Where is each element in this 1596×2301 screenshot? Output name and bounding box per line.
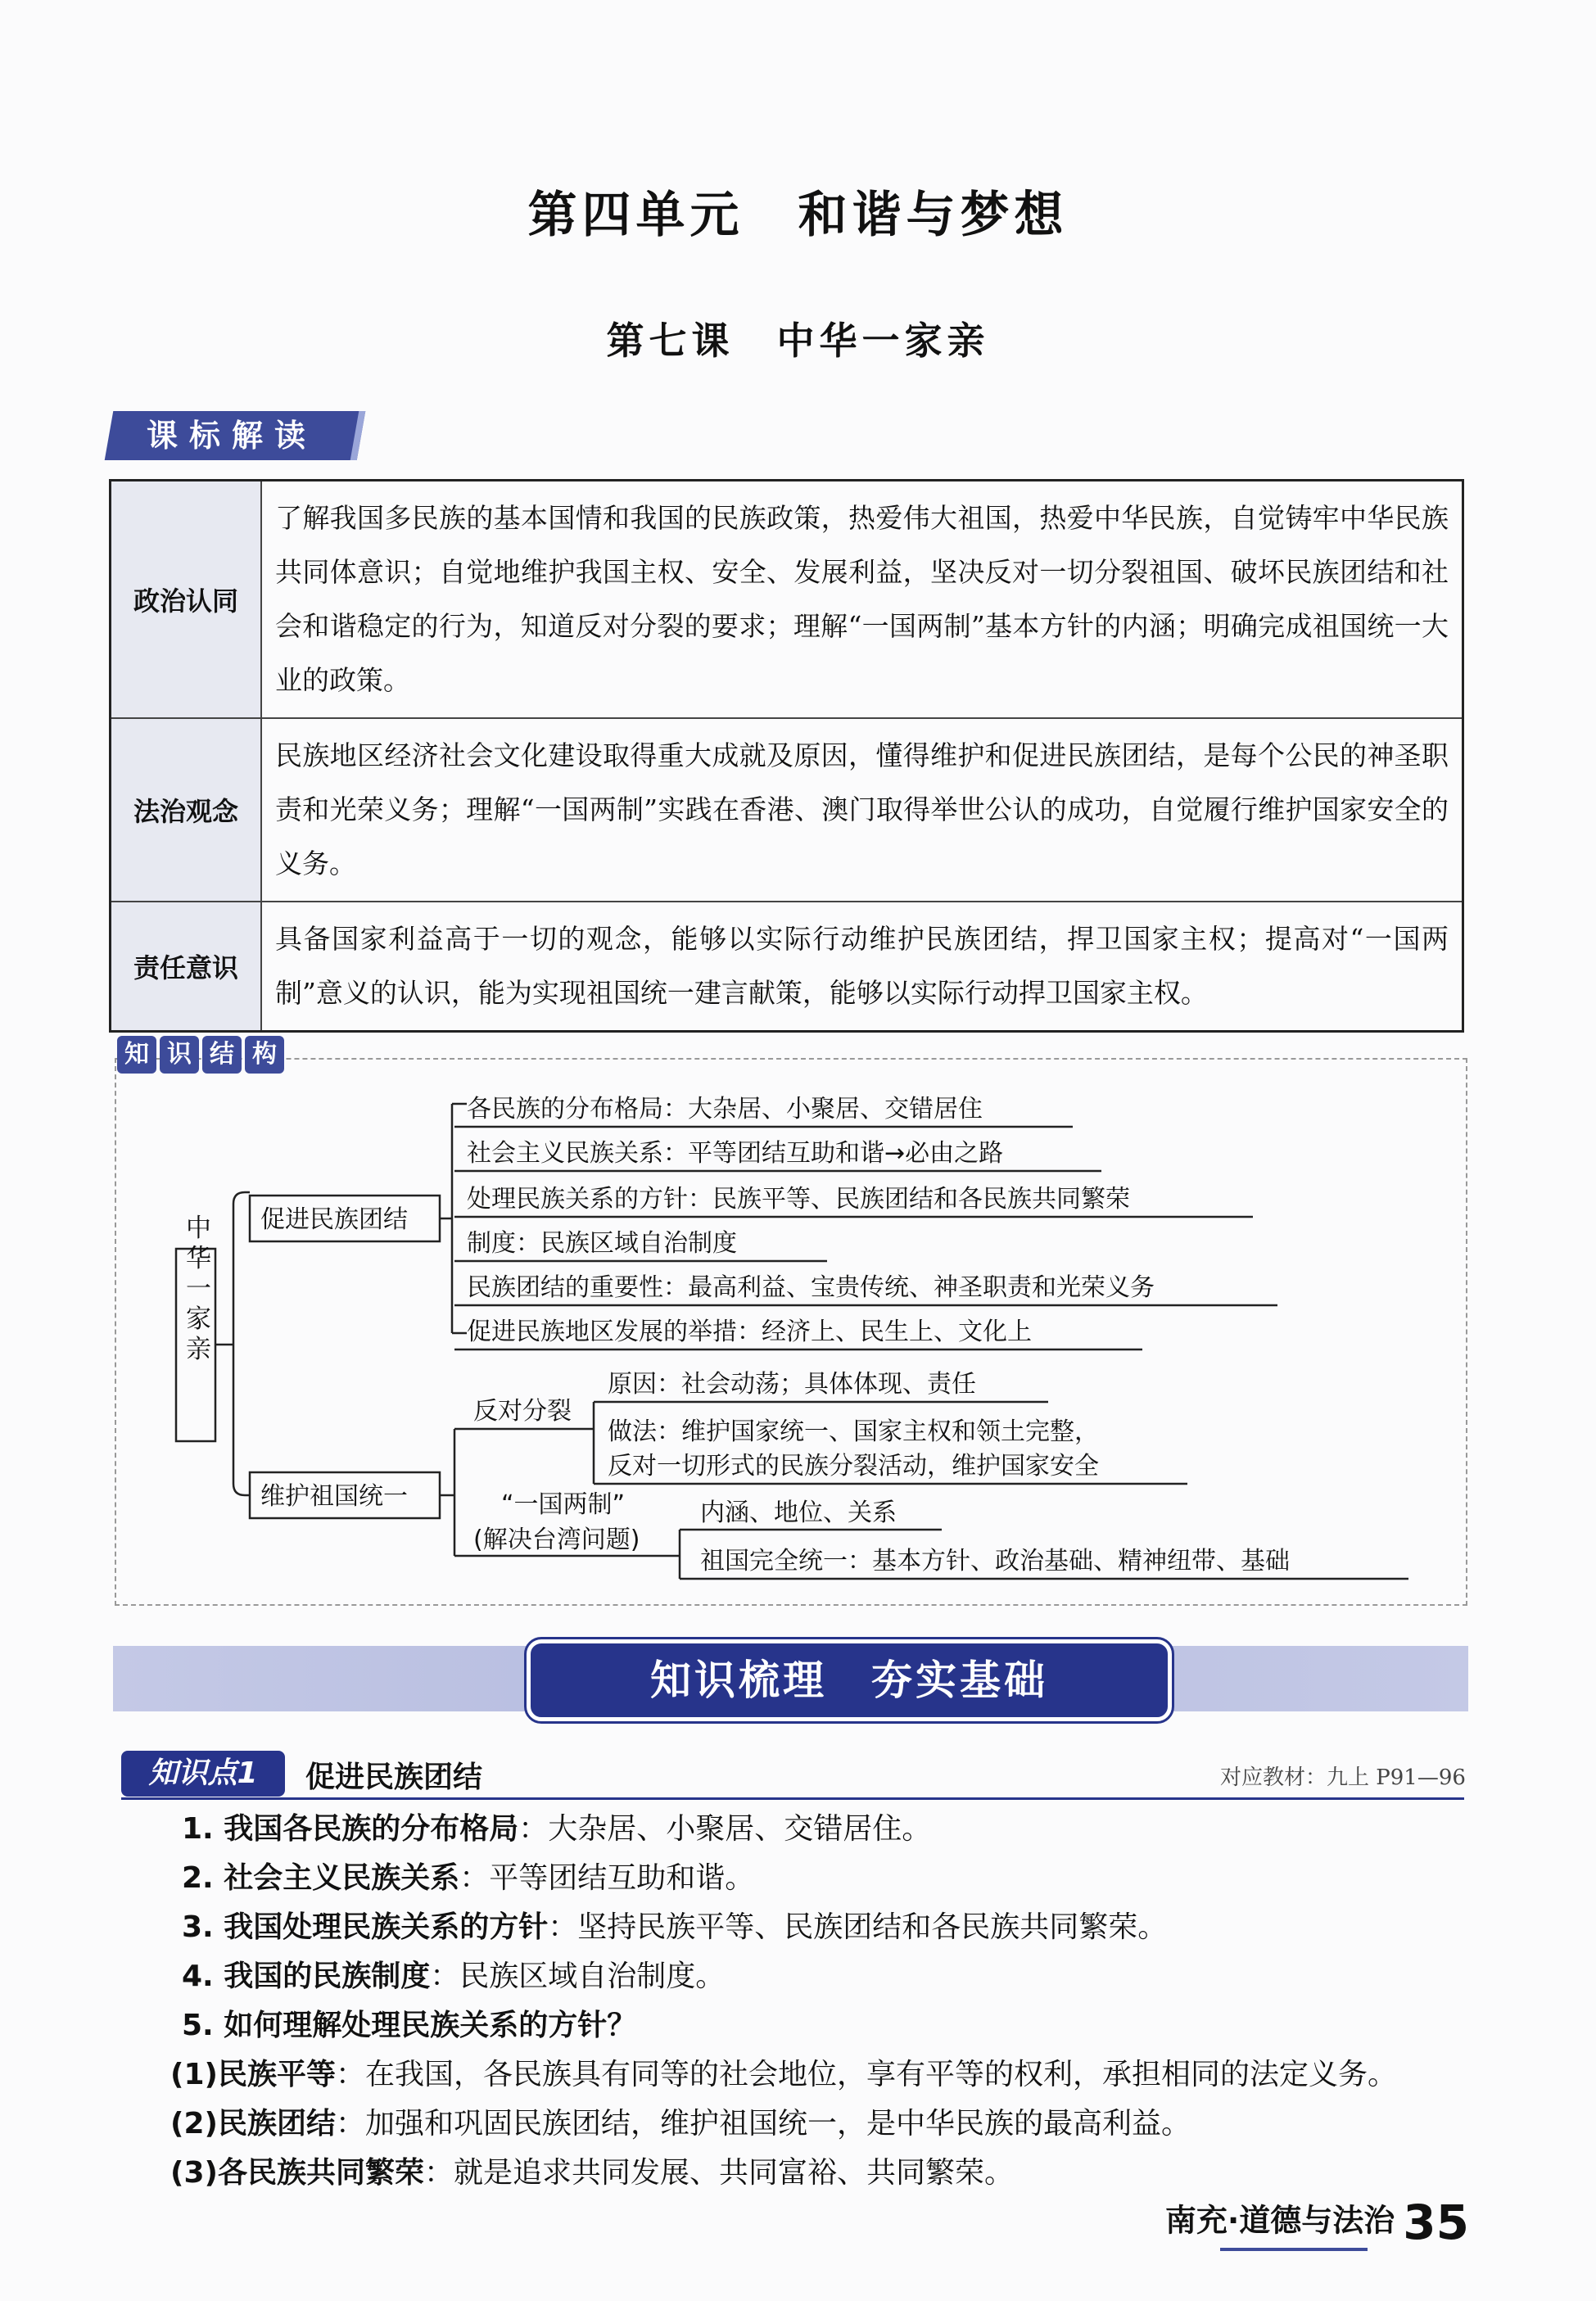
structure-tag: 知 识 结 构: [117, 1036, 284, 1074]
standards-head: 责任意识: [111, 902, 262, 1032]
list-item: 1. 我国各民族的分布格局：大杂居、小聚居、交错居住。: [182, 1812, 932, 1846]
section-banner-title: 知识梳理 夯实基础: [527, 1639, 1172, 1721]
list-item: 5. 如何理解处理民族关系的方针？: [182, 2009, 637, 2042]
standards-text: 具备国家利益高于一切的观念，能够以实际行动维护民族团结，捍卫国家主权；提高对“一国两制”意义的认识，能为实现祖国统一建言献策，能够以实际行动捍卫国家主权。: [261, 902, 1463, 1032]
page-footer: [1165, 2195, 1469, 2250]
list-item: 4. 我国的民族制度：民族区域自治制度。: [182, 1960, 726, 1993]
page-number: 35: [1403, 2195, 1469, 2250]
mindmap-item: 促进民族地区发展的举措：经济上、民生上、文化上: [467, 1318, 1032, 1346]
standards-text: 民族地区经济社会文化建设取得重大成就及原因，懂得维护和促进民族团结，是每个公民的神圣职责和光荣义务；理解“一国两制”实践在香港、澳门取得举世公认的成功，自觉履行维护国家安全的义务。: [261, 718, 1463, 902]
divider: [1220, 2248, 1368, 2251]
standards-text: 了解我国多民族的基本国情和我国的民族政策，热爱伟大祖国，热爱中华民族，自觉铸牢中华民族共同体意识；自觉地维护我国主权、安全、发展利益，坚决反对一切分裂祖国、破坏民族团结和社会和谐稳定的行为，知道反对分裂的要求；理解“一国两制”基本方针的内涵；明确完成祖国统一大业的政策。: [261, 481, 1463, 719]
mindmap-root: 中华一家亲: [181, 1214, 210, 1366]
list-item: 2. 社会主义民族关系：平等团结互助和谐。: [182, 1861, 755, 1895]
list-item: (1)民族平等：在我国，各民族具有同等的社会地位，享有平等的权利，承担相同的法定义务。: [170, 2058, 1397, 2091]
mindmap-item: 原因：社会动荡；具体体现、责任: [608, 1370, 976, 1399]
mindmap-item: 各民族的分布格局：大杂居、小聚居、交错居住: [467, 1095, 983, 1123]
standards-head: 政治认同: [111, 481, 262, 719]
lesson-title: 第七课 中华一家亲: [606, 319, 990, 363]
mindmap-item: 内涵、地位、关系: [700, 1499, 897, 1527]
mindmap-sub: 反对分裂: [473, 1397, 572, 1426]
mindmap-item: 祖国完全统一：基本方针、政治基础、精神纽带、基础: [700, 1547, 1290, 1575]
mindmap-branch: 维护祖国统一: [260, 1482, 408, 1511]
list-item: 3. 我国处理民族关系的方针：坚持民族平等、民族团结和各民族共同繁荣。: [182, 1910, 1168, 1944]
mindmap-item: 制度：民族区域自治制度: [467, 1229, 737, 1258]
knowledge-point-tag: 知识点1: [121, 1751, 285, 1797]
mindmap-sub: “一国两制”: [501, 1490, 626, 1519]
standards-head: 法治观念: [111, 718, 262, 902]
textbook-reference: 对应教材：九上 P91—96: [1220, 1765, 1466, 1790]
mindmap-item: 处理民族关系的方针：民族平等、民族团结和各民族共同繁荣: [467, 1185, 1130, 1214]
knowledge-point-title: 促进民族团结: [305, 1761, 483, 1794]
section-banner: [113, 1646, 1468, 1711]
list-item: (3)各民族共同繁荣：就是追求共同发展、共同富裕、共同繁荣。: [170, 2156, 1014, 2190]
list-item: (2)民族团结：加强和巩固民族团结，维护祖国统一，是中华民族的最高利益。: [170, 2107, 1191, 2141]
standards-tag: 课标解读: [105, 411, 366, 460]
mindmap-branch: 促进民族团结: [260, 1205, 408, 1234]
divider: [121, 1797, 1464, 1800]
mindmap-sub: (解决台湾问题): [473, 1526, 640, 1554]
mindmap-item: 反对一切形式的民族分裂活动，维护国家安全: [608, 1452, 1099, 1481]
mindmap-item: 社会主义民族关系：平等团结互助和谐→必由之路: [467, 1139, 1004, 1168]
footer-title: 南充·道德与法治: [1164, 2202, 1395, 2239]
mindmap-item: 民族团结的重要性：最高利益、宝贵传统、神圣职责和光荣义务: [467, 1273, 1155, 1302]
unit-title: 第四单元 和谐与梦想: [527, 187, 1069, 244]
mindmap-item: 做法：维护国家统一、国家主权和领土完整，: [608, 1417, 1099, 1446]
